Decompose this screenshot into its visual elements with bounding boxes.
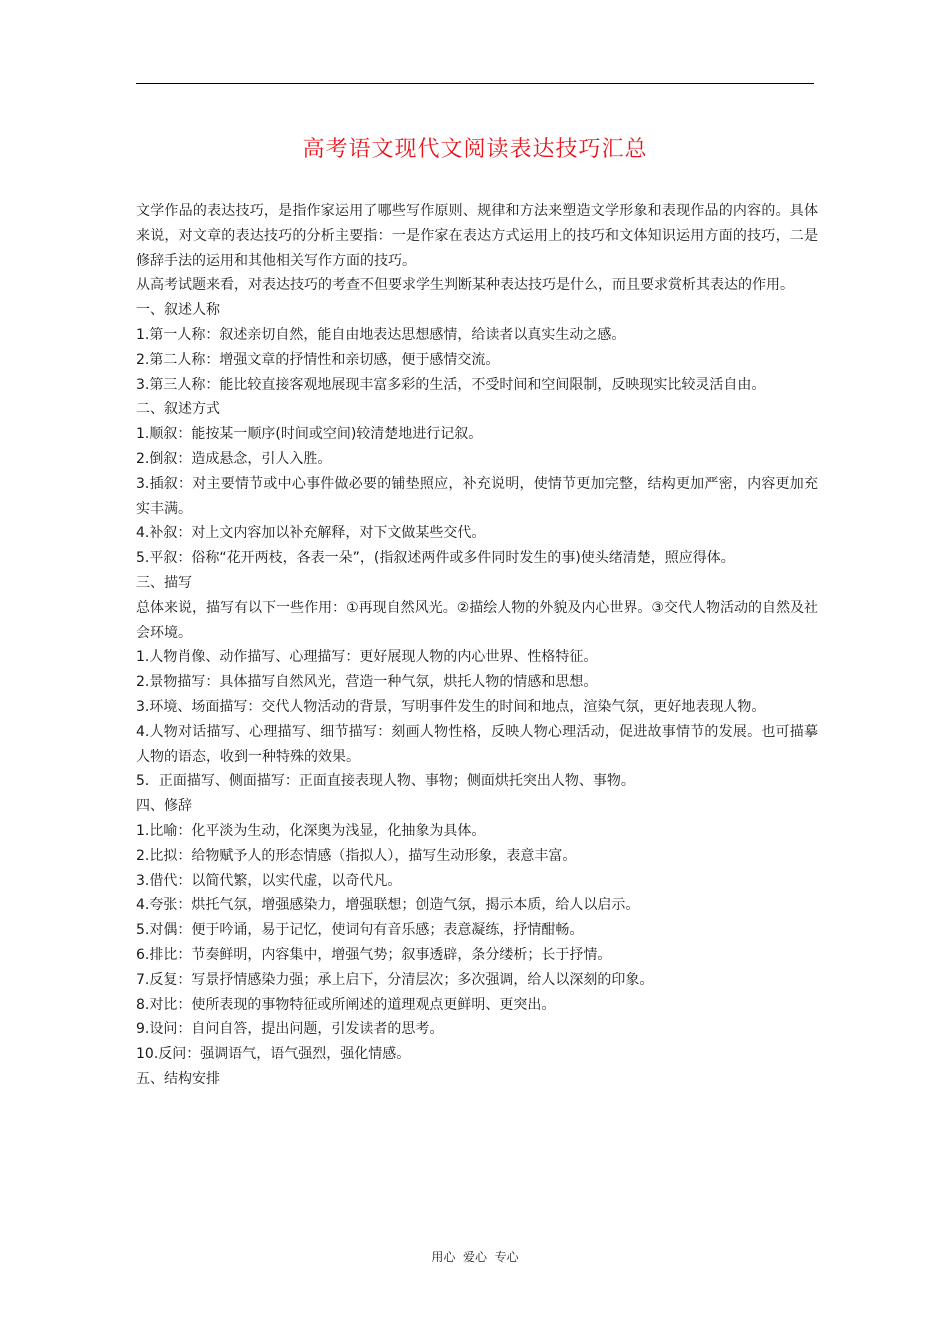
list-item: 4.夸张：烘托气氛，增强感染力，增强联想；创造气氛，揭示本质，给人以启示。 (136, 897, 640, 914)
list-item: 8.对比：使所表现的事物特征或所阐述的道理观点更鲜明、更突出。 (136, 996, 556, 1013)
list-item: 1.比喻：化平淡为生动，化深奥为浅显，化抽象为具体。 (136, 822, 486, 839)
list-item: 5．正面描写、侧面描写：正面直接表现人物、事物；侧面烘托突出人物、事物。 (136, 773, 635, 790)
header-rule (136, 83, 814, 84)
section-heading-narrative-method: 二、叙述方式 (136, 401, 220, 418)
intro-paragraph-2: 从高考试题来看，对表达技巧的考查不但要求学生判断某种表达技巧是什么，而且要求赏析其表达的作用。 (136, 277, 794, 294)
section-heading-narrative-person: 一、叙述人称 (136, 302, 220, 319)
section-summary: 总体来说，描写有以下一些作用：①再现自然风光。②描绘人物的外貌及内心世界。③交代人物活动的自然及社会环境。 (136, 599, 818, 641)
document-body (136, 199, 818, 1092)
list-item: 3.借代：以简代繁，以实代虚，以奇代凡。 (136, 872, 402, 889)
list-item: 4.补叙：对上文内容加以补充解释，对下文做某些交代。 (136, 525, 486, 542)
list-item: 5.对偶：便于吟诵，易于记忆，使词句有音乐感；表意凝练，抒情酣畅。 (136, 922, 584, 939)
list-item: 2.比拟：给物赋予人的形态情感（指拟人），描写生动形象，表意丰富。 (136, 847, 577, 864)
list-item: 2.第二人称：增强文章的抒情性和亲切感，便于感情交流。 (136, 351, 500, 368)
list-item: 4.人物对话描写、心理描写、细节描写：刻画人物性格，反映人物心理活动，促进故事情节的发展。也可描摹人物的语态，收到一种特殊的效果。 (136, 723, 818, 765)
list-item: 3.第三人称：能比较直接客观地展现丰富多彩的生活，不受时间和空间限制，反映现实比较灵活自由。 (136, 376, 766, 393)
list-item: 1.第一人称：叙述亲切自然，能自由地表达思想感情，给读者以真实生动之感。 (136, 326, 626, 343)
list-item: 7.反复：写景抒情感染力强；承上启下，分清层次；多次强调，给人以深刻的印象。 (136, 971, 654, 988)
document-title: 高考语文现代文阅读表达技巧汇总 (302, 137, 648, 162)
intro-paragraph: 文学作品的表达技巧，是指作家运用了哪些写作原则、规律和方法来塑造文学形象和表现作品的内容的。具体来说，对文章的表达技巧的分析主要指：一是作家在表达方式运用上的技巧和文体知识运用方面的技巧，二是修辞手法的运用和其他相关写作方面的技巧。 (136, 203, 818, 269)
list-item: 1.人物肖像、动作描写、心理描写：更好展现人物的内心世界、性格特征。 (136, 649, 598, 666)
section-heading-structure: 五、结构安排 (136, 1070, 220, 1087)
list-item: 3.环境、场面描写：交代人物活动的背景，写明事件发生的时间和地点，渲染气氛，更好地表现人物。 (136, 698, 766, 715)
list-item: 9.设问：自问自答，提出问题，引发读者的思考。 (136, 1021, 444, 1038)
list-item: 5.平叙：俗称“花开两枝，各表一朵”，(指叙述两件或多件同时发生的事)使头绪清楚，照应得体。 (136, 550, 735, 567)
list-item: 2.倒叙：造成悬念，引人入胜。 (136, 450, 332, 467)
list-item: 1.顺叙：能按某一顺序(时间或空间)较清楚地进行记叙。 (136, 426, 483, 443)
list-item: 10.反问：强调语气，语气强烈，强化情感。 (136, 1046, 411, 1063)
page-footer: 用心 爱心 专心 (431, 1250, 519, 1264)
list-item: 2.景物描写：具体描写自然风光，营造一种气氛，烘托人物的情感和思想。 (136, 674, 598, 691)
section-heading-rhetoric: 四、修辞 (136, 798, 192, 815)
section-heading-description: 三、描写 (136, 574, 192, 591)
list-item: 6.排比：节奏鲜明，内容集中，增强气势；叙事透辟，条分缕析；长于抒情。 (136, 946, 612, 963)
list-item: 3.插叙：对主要情节或中心事件做必要的铺垫照应，补充说明，使情节更加完整，结构更加严密，内容更加充实丰满。 (136, 475, 818, 517)
